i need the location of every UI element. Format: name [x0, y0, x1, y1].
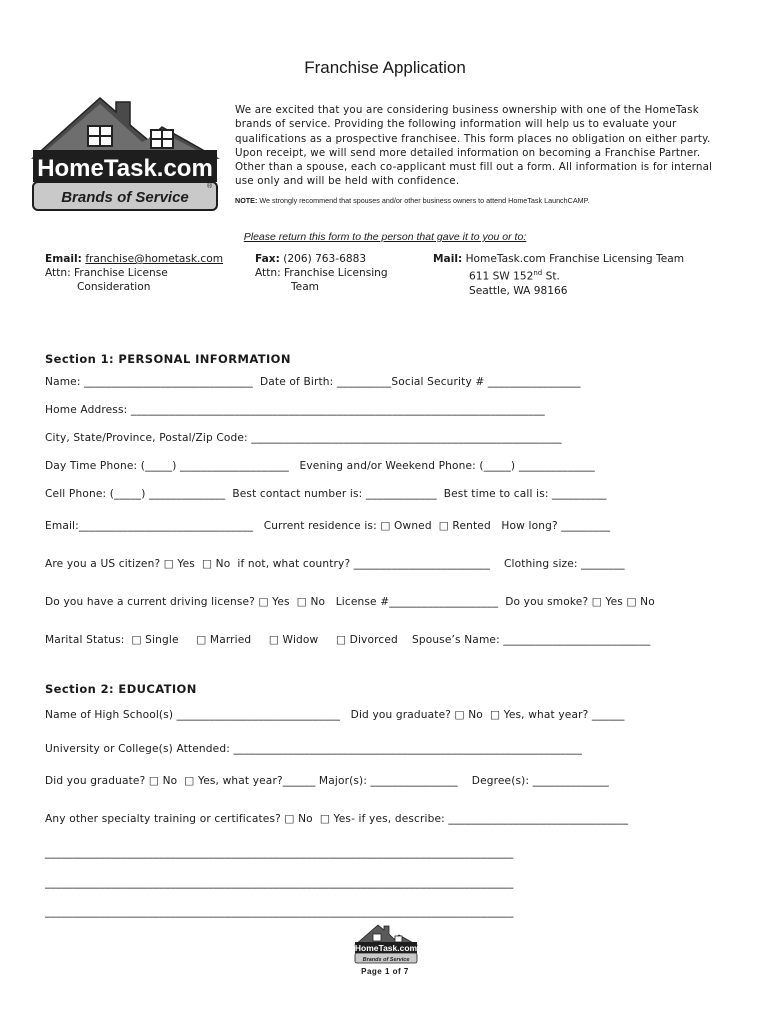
license-smoke-row[interactable]: Do you have a current driving license? □ Yes □ No License #____________________ Do you smoke? □ Yes □ No — [45, 596, 655, 608]
cell-phone-row[interactable]: Cell Phone: (_____) ______________ Best contact number is: _____________ Best time to call is: __________ — [45, 488, 607, 500]
page-title: Franchise Application — [304, 58, 466, 77]
contact-fax — [255, 252, 425, 295]
footer-logo — [354, 924, 418, 964]
mail-recipient: HomeTask.com Franchise Licensing Team — [465, 253, 685, 265]
registered-mark: ® — [207, 183, 213, 190]
email-label: Email: — [45, 253, 82, 265]
degree-row[interactable]: Did you graduate? □ No □ Yes, what year?______ Major(s): ________________ Degree(s): ______________ — [45, 775, 609, 787]
specialty-training-row[interactable]: Any other specialty training or certificates? □ No □ Yes- if yes, describe: _________________________________ — [45, 813, 629, 825]
fax-number: (206) 763-6883 — [283, 253, 367, 265]
mail-street-sup: nd — [533, 269, 543, 278]
email-attn: Attn: Franchise License — [45, 267, 168, 280]
contact-mail — [433, 252, 733, 298]
high-school-row[interactable]: Name of High School(s) ______________________________ Did you graduate? □ No □ Yes, what year? ______ — [45, 709, 625, 721]
note-body: We strongly recommend that spouses and/or other business owners to attend HomeTask LaunchCAMP. — [257, 196, 590, 205]
note-text — [235, 196, 735, 205]
mail-city: Seattle, WA 98166 — [469, 284, 568, 297]
home-address-row[interactable]: Home Address: ____________________________________________________________________________ — [45, 404, 545, 416]
email-residence-row[interactable]: Email:________________________________ Current residence is: □ Owned □ Rented How long? _________ — [45, 520, 611, 532]
hometask-logo — [30, 96, 220, 212]
fax-attn-cont: Team — [291, 281, 319, 294]
name-dob-ssn-row[interactable]: Name: _______________________________ Date of Birth: __________Social Security # _________________ — [45, 376, 581, 388]
city-state-zip-row[interactable]: City, State/Province, Postal/Zip Code: _________________________________________________________ — [45, 432, 562, 444]
section1-heading: Section 1: PERSONAL INFORMATION — [45, 352, 291, 366]
mail-label: Mail: — [433, 253, 463, 265]
describe-line[interactable]: ______________________________________________________________________________________ — [45, 906, 514, 918]
note-label: NOTE: — [235, 196, 258, 205]
contact-email — [45, 252, 250, 295]
phone-row[interactable]: Day Time Phone: (_____) ____________________ Evening and/or Weekend Phone: (_____) ______________ — [45, 460, 595, 472]
footer-brand: HomeTask.com — [354, 943, 418, 953]
return-instruction: Please return this form to the person that gave it to you or to: — [243, 231, 527, 243]
section2-heading: Section 2: EDUCATION — [45, 682, 197, 696]
describe-line[interactable]: ______________________________________________________________________________________ — [45, 847, 514, 859]
intro-paragraph: We are excited that you are considering business ownership with one of the HomeTask brands of service. Providing the following information will help us to evaluate your qualifications as a prospective franchisee. This form places no obligation on either party. Upon receipt, we will send more detailed information on becoming a Franchise Partner. Other than a spouse, each co-applicant must fill out a form. All information is for internal use only and will be held with confidence. — [235, 104, 713, 188]
page-number: Page 1 of 7 — [361, 967, 409, 976]
fax-attn: Attn: Franchise Licensing — [255, 267, 388, 280]
mail-street-suffix: St. — [542, 270, 560, 283]
email-attn-cont: Consideration — [77, 281, 151, 294]
logo-tagline: Brands of Service — [61, 189, 189, 206]
logo-brand: HomeTask.com — [37, 155, 213, 182]
fax-label: Fax: — [255, 253, 280, 265]
citizenship-row[interactable]: Are you a US citizen? □ Yes □ No if not, what country? _________________________ Clothing size: ________ — [45, 558, 625, 570]
mail-street — [433, 266, 733, 284]
footer-tagline: Brands of Service — [362, 957, 410, 963]
email-link[interactable]: franchise@hometask.com — [85, 253, 224, 265]
university-row[interactable]: University or College(s) Attended: ________________________________________________________________ — [45, 743, 583, 755]
marital-status-row[interactable]: Marital Status: □ Single □ Married □ Widow □ Divorced Spouse’s Name: ___________________________ — [45, 634, 651, 646]
mail-street-num: 611 SW 152 — [469, 270, 534, 283]
describe-line[interactable]: ______________________________________________________________________________________ — [45, 877, 514, 889]
